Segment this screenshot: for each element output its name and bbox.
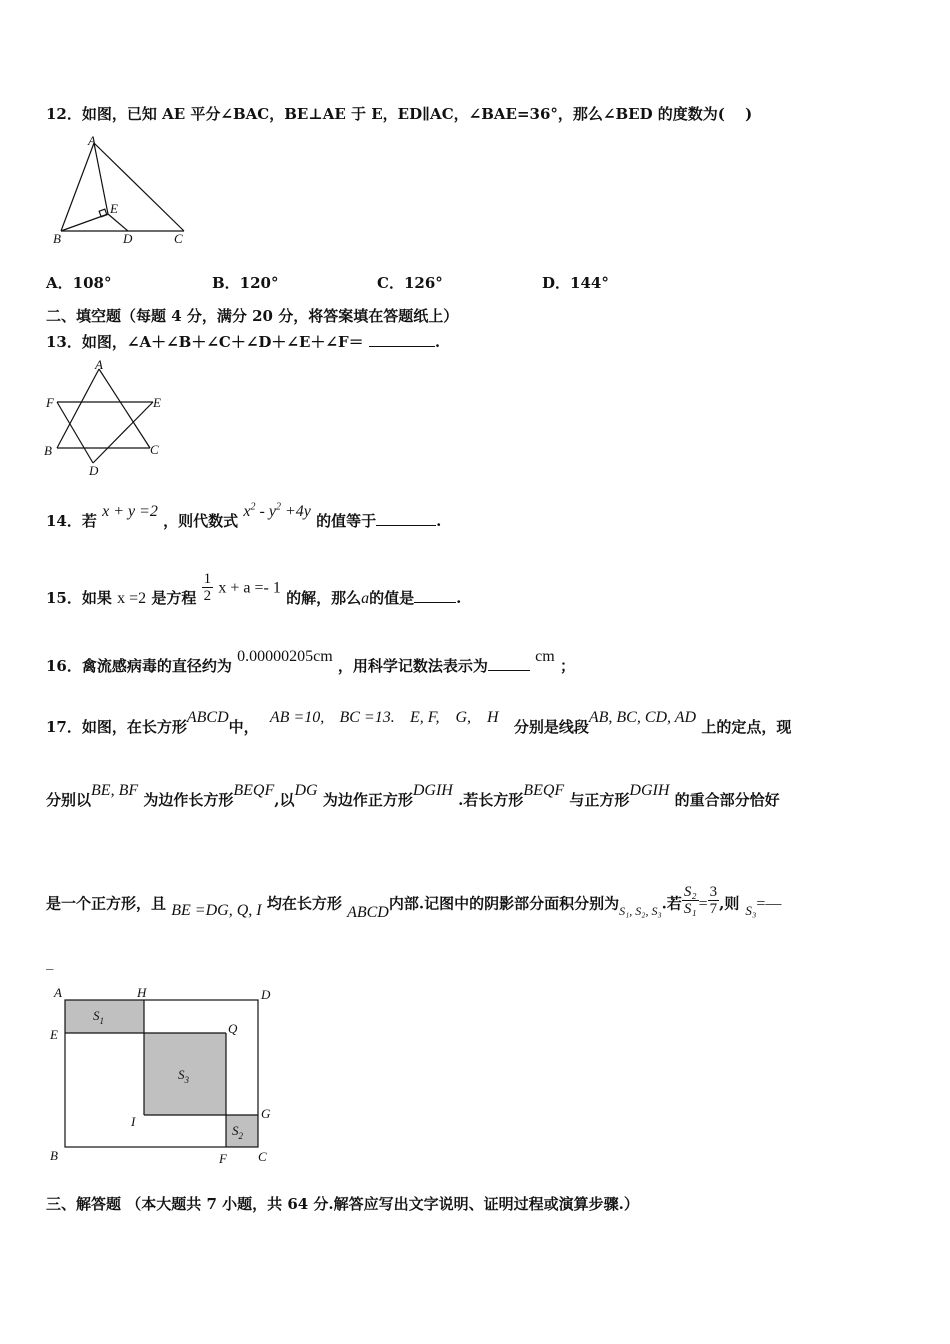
label-B: B — [44, 443, 52, 458]
q14-condition: x + y =2 — [102, 503, 158, 520]
q17-s3: S₃ — [745, 902, 757, 918]
q17-abcd2: ABCD — [347, 903, 389, 921]
s2-s: S — [232, 1123, 239, 1138]
q17-ratio-den: S₁ — [683, 901, 697, 917]
q17-ab: AB =10, — [269, 709, 325, 726]
label-I: I — [131, 1114, 136, 1129]
q12-option-a: A．108° — [46, 274, 112, 292]
q17-bebf: BE, BF — [91, 782, 139, 799]
q12-option-c: C．126° — [377, 274, 443, 292]
label-C: C — [258, 1149, 267, 1164]
q14-end: . — [436, 512, 442, 530]
q16-line — [46, 648, 575, 676]
q15-frac-den: 2 — [203, 588, 212, 604]
q17-s123: S₁, S₂, S₃ — [619, 903, 662, 918]
q17-l3-b: 均在长方形 — [266, 894, 342, 913]
label-F: F — [46, 395, 54, 410]
q17-rectangle-figure — [44, 980, 284, 1170]
label-Q: Q — [228, 1021, 238, 1036]
label-F: F — [219, 1151, 227, 1166]
q17-ratio — [682, 884, 699, 917]
q15-equation: x + a =- 1 — [218, 579, 281, 597]
label-B: B — [53, 231, 61, 246]
q15-line — [46, 572, 461, 605]
q17-l1-c: 分别是线段 — [513, 718, 589, 736]
q14-mid: ，则代数式 — [163, 512, 239, 530]
q13-line — [46, 331, 440, 352]
q17-l1-b: 中， — [228, 718, 259, 736]
q17-l3-c: 内部.记图中的阴影部分面积分别为 — [388, 894, 620, 913]
q13-blank — [369, 332, 435, 347]
label-G: G — [261, 1106, 271, 1121]
s3-s: S — [178, 1067, 185, 1082]
q17-dgih2: DGIH — [629, 782, 670, 799]
q17-segments: AB, BC, CD, AD — [588, 709, 697, 726]
q17-l2-c: ,以 — [274, 791, 295, 809]
label-H: H — [137, 985, 147, 1000]
q15-prefix: 15．如果 — [46, 588, 112, 607]
section2-heading: 二、填空题（每题 4 分，满分 20 分，将答案填在答题纸上） — [46, 307, 459, 325]
label-E: E — [153, 395, 161, 410]
label-D: D — [123, 231, 133, 246]
q12-triangle-figure — [44, 134, 194, 249]
q17-eq: = — [698, 895, 708, 913]
q16-blank — [488, 656, 530, 671]
q16-value: 0.00000205cm — [237, 648, 333, 665]
q17-l2-a: 分别以 — [46, 791, 92, 809]
q17-l2-d: 为边作正方形 — [322, 791, 413, 809]
q15-blank — [414, 588, 456, 603]
q12-option-b: B．120° — [212, 274, 279, 292]
label-C: C — [174, 231, 183, 246]
q16-mid: ，用科学记数法表示为 — [337, 657, 488, 675]
q17-l3-d: .若 — [661, 894, 682, 913]
q17-line4: _ — [46, 952, 54, 970]
s1-s: S — [93, 1008, 100, 1023]
s3-sub: 3 — [184, 1075, 189, 1085]
expr-x: x — [243, 503, 251, 520]
q15-condition: x =2 — [117, 589, 147, 607]
q14-blank — [376, 511, 436, 526]
q17-line1 — [46, 709, 792, 737]
label-D: D — [261, 987, 271, 1002]
label-A: A — [95, 358, 103, 372]
q17-l3-a: 是一个正方形，且 — [46, 894, 167, 913]
q13-star-figure — [40, 358, 170, 478]
q14-line — [46, 501, 442, 531]
s2-sub: 2 — [238, 1131, 243, 1141]
label-E: E — [50, 1027, 58, 1042]
label-B: B — [50, 1148, 58, 1163]
q17-l2-f: 与正方形 — [569, 791, 630, 809]
label-A: A — [88, 134, 96, 148]
q17-line3 — [46, 884, 782, 921]
q15-suffix: 的解，那么 — [286, 588, 362, 607]
q17-l2-e: .若长方形 — [458, 791, 524, 809]
q17-l3-f: =— — [756, 895, 782, 913]
label-C: C — [150, 442, 159, 457]
q15-end: . — [456, 588, 462, 607]
label-D: D — [89, 463, 99, 478]
expr-y: y — [268, 503, 276, 520]
q13-end: . — [434, 333, 441, 351]
expr-tail: +4y — [280, 503, 311, 520]
expr-minus: - — [255, 503, 269, 520]
q17-ratio-num: S₂ — [683, 884, 697, 900]
q17-line2 — [46, 782, 780, 810]
q12-text: 12．如图，已知 AE 平分∠BAC，BE⊥AE 于 E，ED∥AC，∠BAE=36°，那么∠BED 的度数为( ) — [46, 105, 753, 123]
q17-efgh: E, F, G, H — [409, 709, 499, 726]
q14-suffix: 的值等于 — [316, 512, 377, 530]
q17-l3-e: ,则 — [719, 894, 740, 913]
q15-mid: 是方程 — [151, 588, 197, 607]
q17-condition: BE =DG, Q, I — [171, 901, 262, 919]
label-E: E — [110, 201, 118, 216]
s1-sub: 1 — [99, 1016, 104, 1026]
q17-bc: BC =13. — [339, 709, 395, 726]
q15-fraction — [202, 571, 214, 604]
q17-l1-a: 17．如图，在长方形 — [46, 718, 187, 736]
expr-exp-b: 2 — [275, 501, 281, 513]
label-A: A — [54, 985, 62, 1000]
q16-end: ； — [559, 657, 575, 675]
q17-abcd: ABCD — [186, 709, 229, 726]
q15-var: a — [361, 589, 370, 607]
q14-prefix: 14．若 — [46, 512, 97, 530]
q14-expression — [243, 503, 310, 520]
q16-unit: cm — [535, 648, 555, 665]
q15-frac-num: 1 — [203, 571, 212, 587]
q17-ratio-value-den: 7 — [709, 901, 718, 917]
q17-dg: DG — [294, 782, 318, 799]
q17-ratio-value — [708, 884, 720, 917]
q17-l2-b: 为边作长方形 — [143, 791, 234, 809]
q15-suffix2: 的值是 — [369, 588, 415, 607]
q13-text: 13．如图，∠A＋∠B＋∠C＋∠D＋∠E＋∠F＝ — [46, 333, 364, 351]
q17-beqf: BEQF — [233, 782, 275, 799]
q12-option-d: D．144° — [542, 274, 609, 292]
section3-heading: 三、解答题 （本大题共 7 小题，共 64 分.解答应写出文字说明、证明过程或演算步骤.） — [46, 1195, 639, 1213]
q17-beqf2: BEQF — [523, 782, 565, 799]
q17-dgih: DGIH — [412, 782, 453, 799]
q17-l2-g: 的重合部分恰好 — [674, 791, 780, 809]
q17-l1-d: 上的定点，现 — [701, 718, 792, 736]
q16-prefix: 16．禽流感病毒的直径约为 — [46, 657, 232, 675]
expr-exp-a: 2 — [250, 501, 256, 513]
q17-ratio-value-num: 3 — [709, 884, 718, 900]
